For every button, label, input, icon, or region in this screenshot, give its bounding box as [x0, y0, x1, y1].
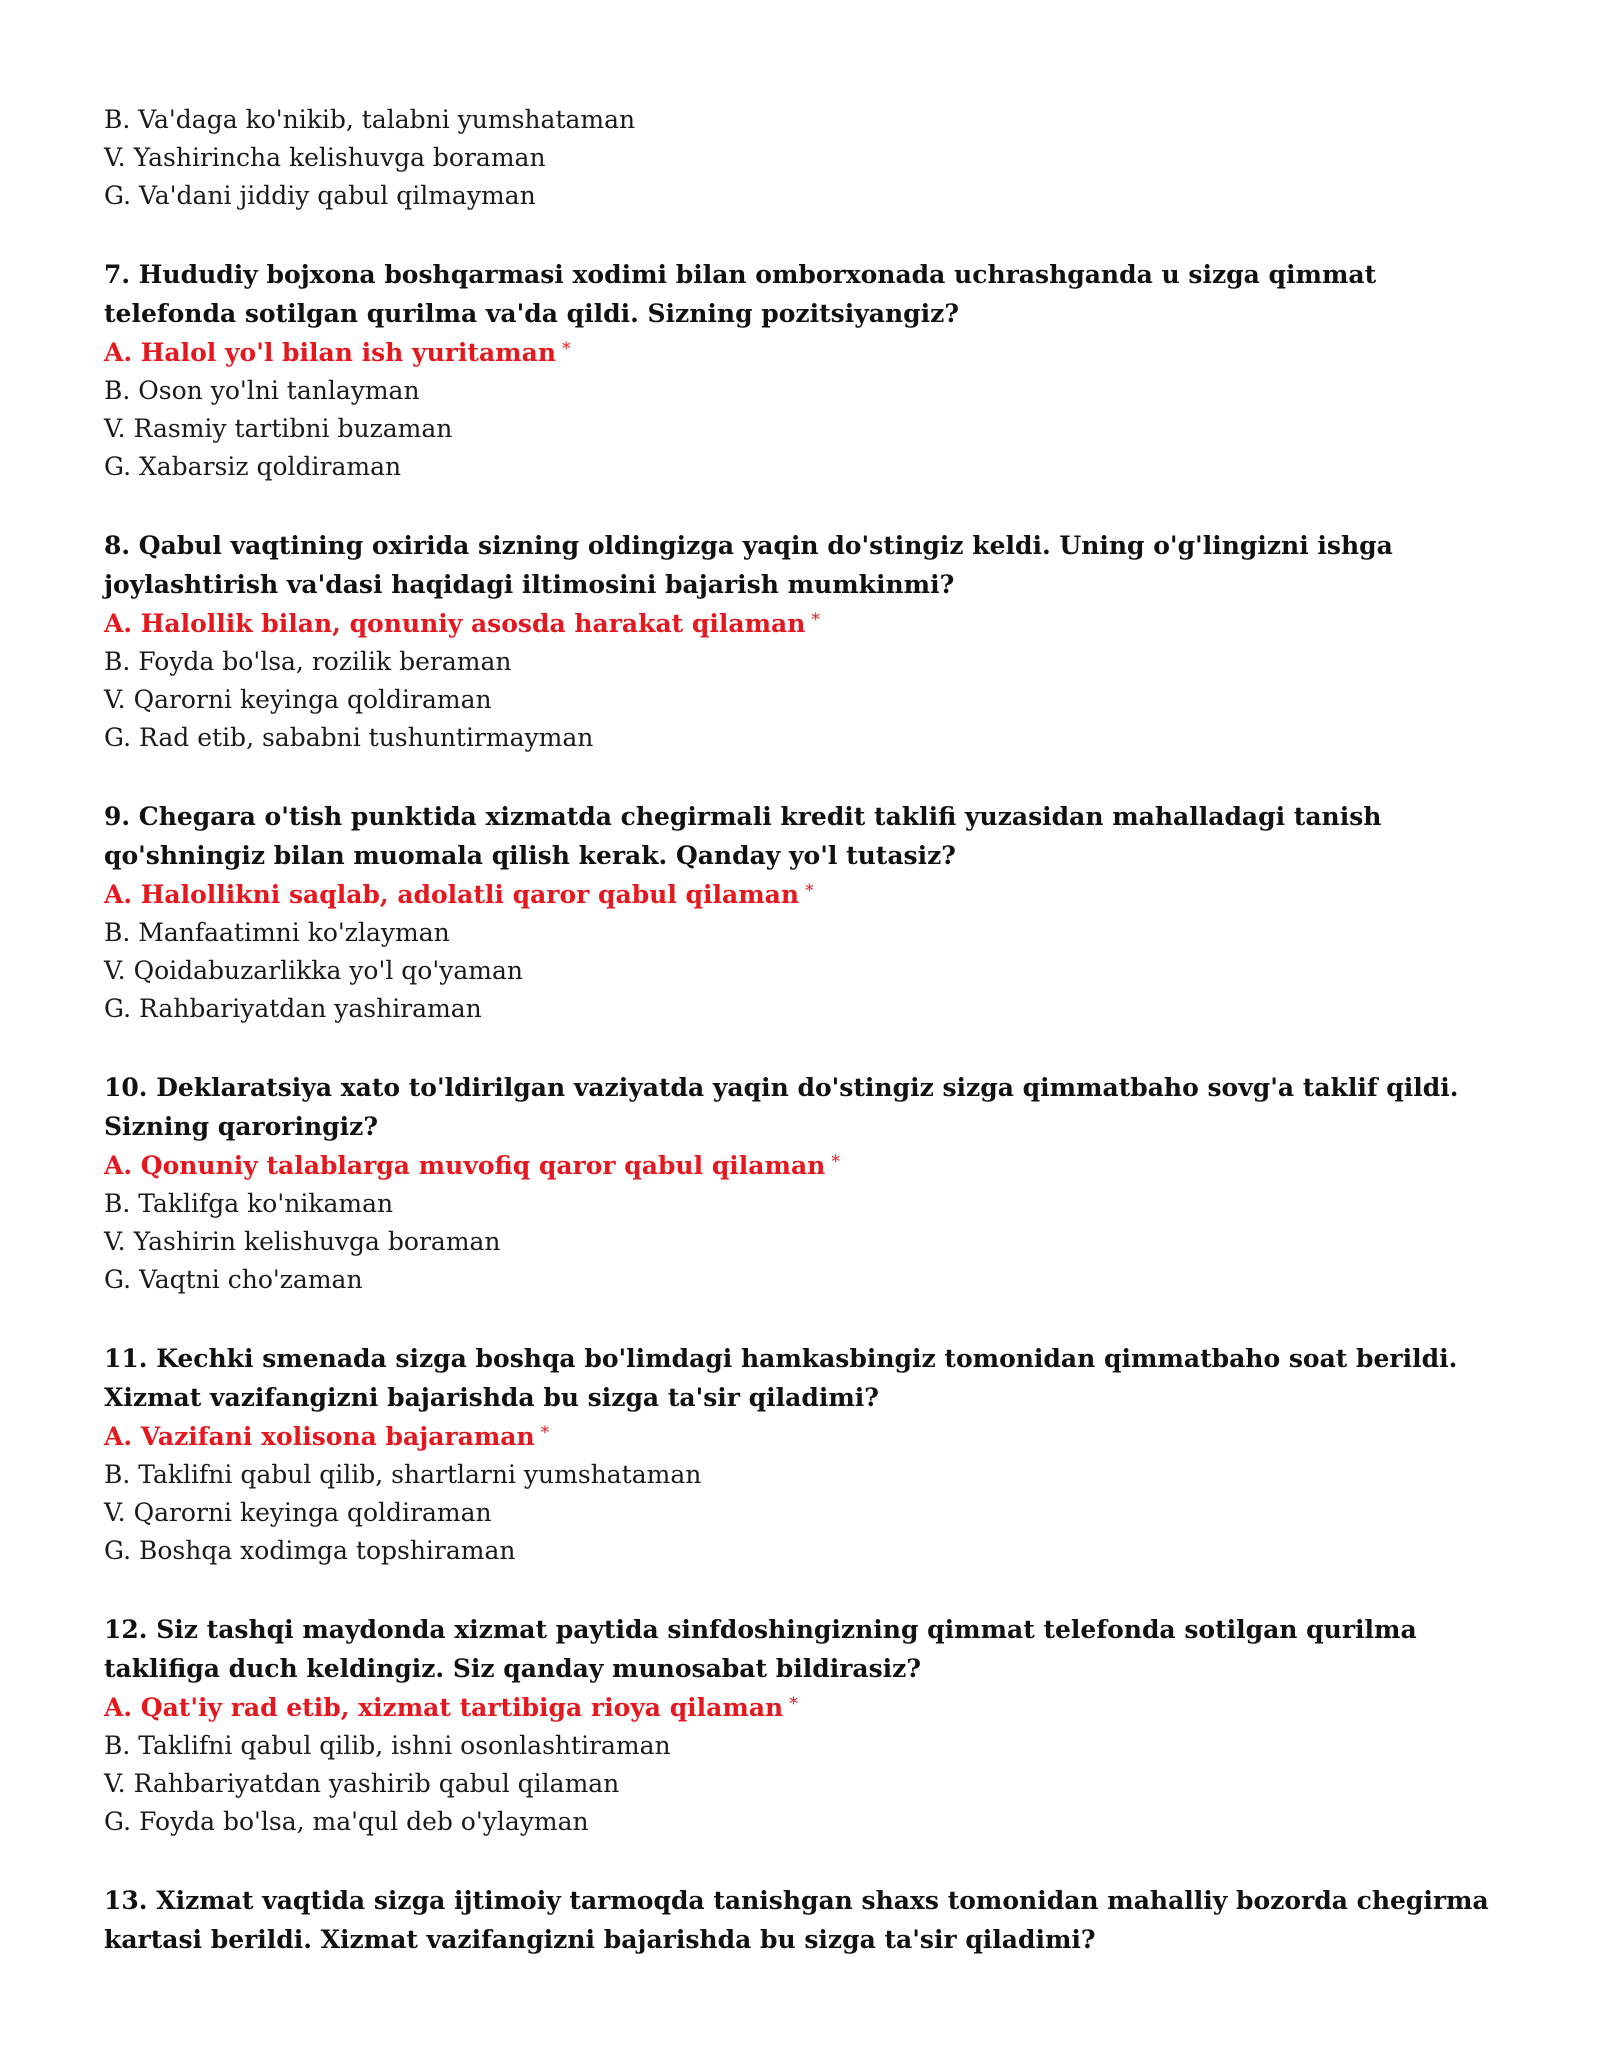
option-v: V. Rahbariyatdan yashirib qabul qilaman [104, 1769, 620, 1798]
correct-option [104, 1147, 1504, 1185]
option-v: V. Qoidabuzarlikka yo'l qo'yaman [104, 956, 523, 985]
continued-options [104, 101, 1504, 215]
correct-option-text: A. Halol yo'l bilan ish yuritaman [104, 338, 557, 367]
option-b: B. Foyda bo'lsa, rozilik beraman [104, 647, 512, 676]
question-text: 10. Deklaratsiya xato to'ldirilgan vaziyatda yaqin do'stingiz sizga qimmatbaho sovg'a taklif qildi. Sizning qaroringiz? [104, 1073, 1459, 1141]
question-8 [104, 526, 1504, 757]
question-text: 12. Siz tashqi maydonda xizmat paytida sinfdoshingizning qimmat telefonda sotilgan qurilma taklifiga duch keldingiz. Siz qanday munosabat bildirasiz? [104, 1615, 1417, 1683]
question-text: 13. Xizmat vaqtida sizga ijtimoiy tarmoqda tanishgan shaxs tomonidan mahalliy bozorda chegirma kartasi berildi. Xizmat vazifangizni bajarishda bu sizga ta'sir qiladimi? [104, 1886, 1489, 1954]
correct-marker: * [789, 1694, 798, 1714]
option-g: G. Va'dani jiddiy qabul qilmayman [104, 181, 536, 210]
option-v: V. Rasmiy tartibni buzaman [104, 414, 453, 443]
question-12 [104, 1610, 1504, 1841]
correct-option [104, 1689, 1504, 1727]
correct-option [104, 1418, 1504, 1456]
option-b: B. Taklifni qabul qilib, shartlarni yumshataman [104, 1460, 702, 1489]
option-b: B. Taklifni qabul qilib, ishni osonlashtiraman [104, 1731, 671, 1760]
question-9 [104, 797, 1504, 1028]
option-b: B. Manfaatimni ko'zlayman [104, 918, 450, 947]
option-b: B. Va'daga ko'nikib, talabni yumshataman [104, 105, 636, 134]
correct-marker: * [811, 610, 820, 630]
correct-option [104, 876, 1504, 914]
correct-marker: * [540, 1423, 550, 1443]
correct-marker: * [562, 339, 571, 359]
option-v: V. Yashirin kelishuvga boraman [104, 1227, 501, 1256]
question-text: 7. Hududiy bojxona boshqarmasi xodimi bilan omborxonada uchrashganda u sizga qimmat telefonda sotilgan qurilma va'da qildi. Sizning pozitsiyangiz? [104, 260, 1377, 328]
correct-marker: * [805, 881, 814, 901]
option-v: V. Qarorni keyinga qoldiraman [104, 685, 492, 714]
option-b: B. Taklifga ko'nikaman [104, 1189, 394, 1218]
correct-option-text: A. Halollik bilan, qonuniy asosda harakat qilaman [104, 609, 806, 638]
question-text: 8. Qabul vaqtining oxirida sizning oldingizga yaqin do'stingiz keldi. Uning o'g'lingizni ishga joylashtirish va'dasi haqidagi iltimosini bajarish mumkinmi? [104, 531, 1393, 599]
correct-option [104, 334, 1504, 372]
question-7 [104, 255, 1504, 486]
question-13 [104, 1881, 1504, 1959]
option-g: G. Xabarsiz qoldiraman [104, 452, 402, 481]
question-text: 9. Chegara o'tish punktida xizmatda chegirmali kredit taklifi yuzasidan mahalladagi tanish qo'shningiz bilan muomala qilish kerak. Qanday yo'l tutasiz? [104, 802, 1382, 870]
question-11 [104, 1339, 1504, 1570]
option-g: G. Boshqa xodimga topshiraman [104, 1536, 516, 1565]
correct-option-text: A. Qat'iy rad etib, xizmat tartibiga rioya qilaman [104, 1693, 784, 1722]
option-g: G. Vaqtni cho'zaman [104, 1265, 363, 1294]
correct-option-text: A. Qonuniy talablarga muvofiq qaror qabul qilaman [104, 1151, 826, 1180]
option-b: B. Oson yo'lni tanlayman [104, 376, 420, 405]
option-g: G. Rahbariyatdan yashiraman [104, 994, 482, 1023]
correct-option-text: A. Vazifani xolisona bajaraman [104, 1422, 535, 1451]
option-g: G. Rad etib, sababni tushuntirmayman [104, 723, 594, 752]
correct-marker: * [831, 1152, 840, 1172]
option-v: V. Yashirincha kelishuvga boraman [104, 143, 546, 172]
correct-option [104, 605, 1504, 643]
correct-option-text: A. Halollikni saqlab, adolatli qaror qabul qilaman [104, 880, 800, 909]
document-page [104, 101, 1504, 1960]
question-10 [104, 1068, 1504, 1299]
option-v: V. Qarorni keyinga qoldiraman [104, 1498, 492, 1527]
question-text: 11. Kechki smenada sizga boshqa bo'limdagi hamkasbingiz tomonidan qimmatbaho soat berildi. Xizmat vazifangizni bajarishda bu sizga ta'sir qiladimi? [104, 1344, 1458, 1412]
option-g: G. Foyda bo'lsa, ma'qul deb o'ylayman [104, 1807, 589, 1836]
